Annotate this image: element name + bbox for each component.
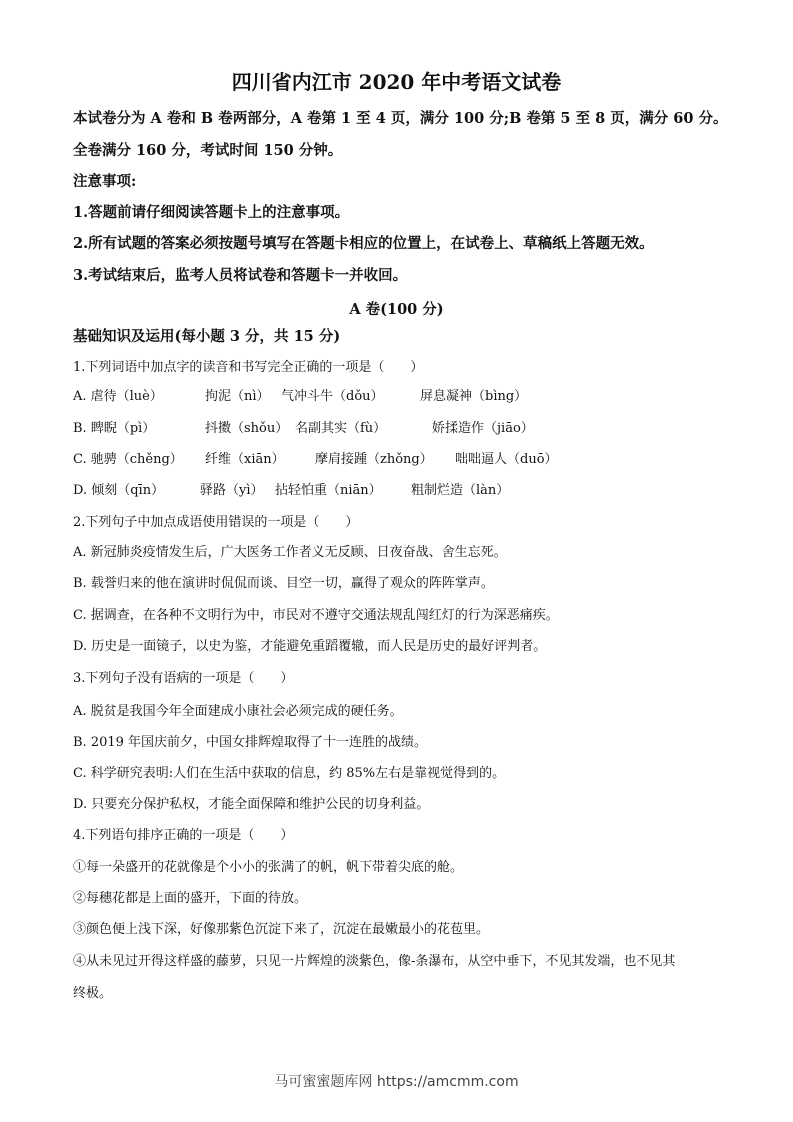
option-term: 纤维（xiān） [205,452,285,467]
question-4-sentence-4-cont: 终极。 [73,986,113,1001]
option-term: 抖擞（shǒu） [205,421,289,436]
question-3-option-d: D. 只要充分保护私权，才能全面保障和维护公民的切身利益。 [73,797,430,812]
notes-heading: 注意事项: [73,173,137,190]
option-term: A. 虐待（luè） [73,389,163,404]
intro-line-1: 本试卷分为 A 卷和 B 卷两部分，A 卷第 1 至 4 页，满分 100 分;B 卷第 5 至 8 页，满分 60 分。 [73,110,728,127]
option-term: 名副其实（fù） [295,421,387,436]
question-2-option-b: B. 载誉归来的他在演讲时侃侃而谈、目空一切，赢得了观众的阵阵掌声。 [73,576,494,591]
note-item: 2.所有试题的答案必须按题号填写在答题卡相应的位置上，在试卷上、草稿纸上答题无效。 [73,235,654,252]
option-term: B. 睥睨（pì） [73,421,156,436]
intro-line-2: 全卷满分 160 分，考试时间 150 分钟。 [73,142,343,159]
option-term: C. 驰骋（chěng） [73,452,183,467]
option-term: 娇揉造作（jiāo） [432,421,534,436]
question-3-stem: 3.下列句子没有语病的一项是（ ） [73,671,294,686]
question-4-stem: 4.下列语句排序正确的一项是（ ） [73,828,294,843]
part1-heading: 基础知识及运用(每小题 3 分，共 15 分) [73,328,341,345]
question-4-sentence-4: ④从未见过开得这样盛的藤萝，只见一片辉煌的淡紫色，像-条瀑布，从空中垂下，不见其发端，也不见其 [73,954,676,969]
question-4-sentence-2: ②每穗花都是上面的盛开，下面的待放。 [73,891,308,906]
option-term: D. 倾刻（qīn） [73,483,165,498]
option-term: 拈轻怕重（niān） [275,483,382,498]
question-3-option-b: B. 2019 年国庆前夕，中国女排辉煌取得了十一连胜的战绩。 [73,735,428,750]
option-term: 气冲斗牛（dǒu） [281,389,384,404]
option-term: 屏息凝神（bìng） [420,389,528,404]
question-2-stem: 2.下列句子中加点成语使用错误的一项是（ ） [73,515,359,530]
option-term: 粗制烂造（làn） [411,483,510,498]
question-3-option-a: A. 脱贫是我国今年全面建成小康社会必须完成的硬任务。 [73,704,403,719]
question-2-option-c: C. 据调查，在各种不文明行为中，市民对不遵守交通法规乱闯红灯的行为深恶痛疾。 [73,608,559,623]
question-2-option-a: A. 新冠肺炎疫情发生后，广大医务工作者义无反顾、日夜奋战、舍生忘死。 [73,545,507,560]
option-term: 咄咄逼人（duō） [455,452,558,467]
question-1-stem: 1.下列词语中加点字的读音和书写完全正确的一项是（ ） [73,360,424,375]
option-term: 摩肩接踵（zhǒng） [315,452,433,467]
question-2-option-d: D. 历史是一面镜子，以史为鉴，才能避免重蹈覆辙，而人民是历史的最好评判者。 [73,639,547,654]
question-3-option-c: C. 科学研究表明:人们在生活中获取的信息，约 85%左右是靠视觉得到的。 [73,766,506,781]
footer-watermark: 马可蜜蜜题库网 https://amcmm.com [274,1074,519,1090]
note-item: 3.考试结束后，监考人员将试卷和答题卡一并收回。 [73,267,408,284]
page-title: 四川省内江市 2020 年中考语文试卷 [231,70,562,94]
section-a-heading: A 卷(100 分) [349,301,444,318]
note-item: 1.答题前请仔细阅读答题卡上的注意事项。 [73,204,350,221]
option-term: 驿路（yì） [200,483,264,498]
option-term: 拘泥（nì） [205,389,270,404]
question-4-sentence-1: ①每一朵盛开的花就像是个小小的张满了的帆，帆下带着尖底的舱。 [73,860,464,875]
question-4-sentence-3: ③颜色便上浅下深，好像那紫色沉淀下来了，沉淀在最嫩最小的花苞里。 [73,922,490,937]
